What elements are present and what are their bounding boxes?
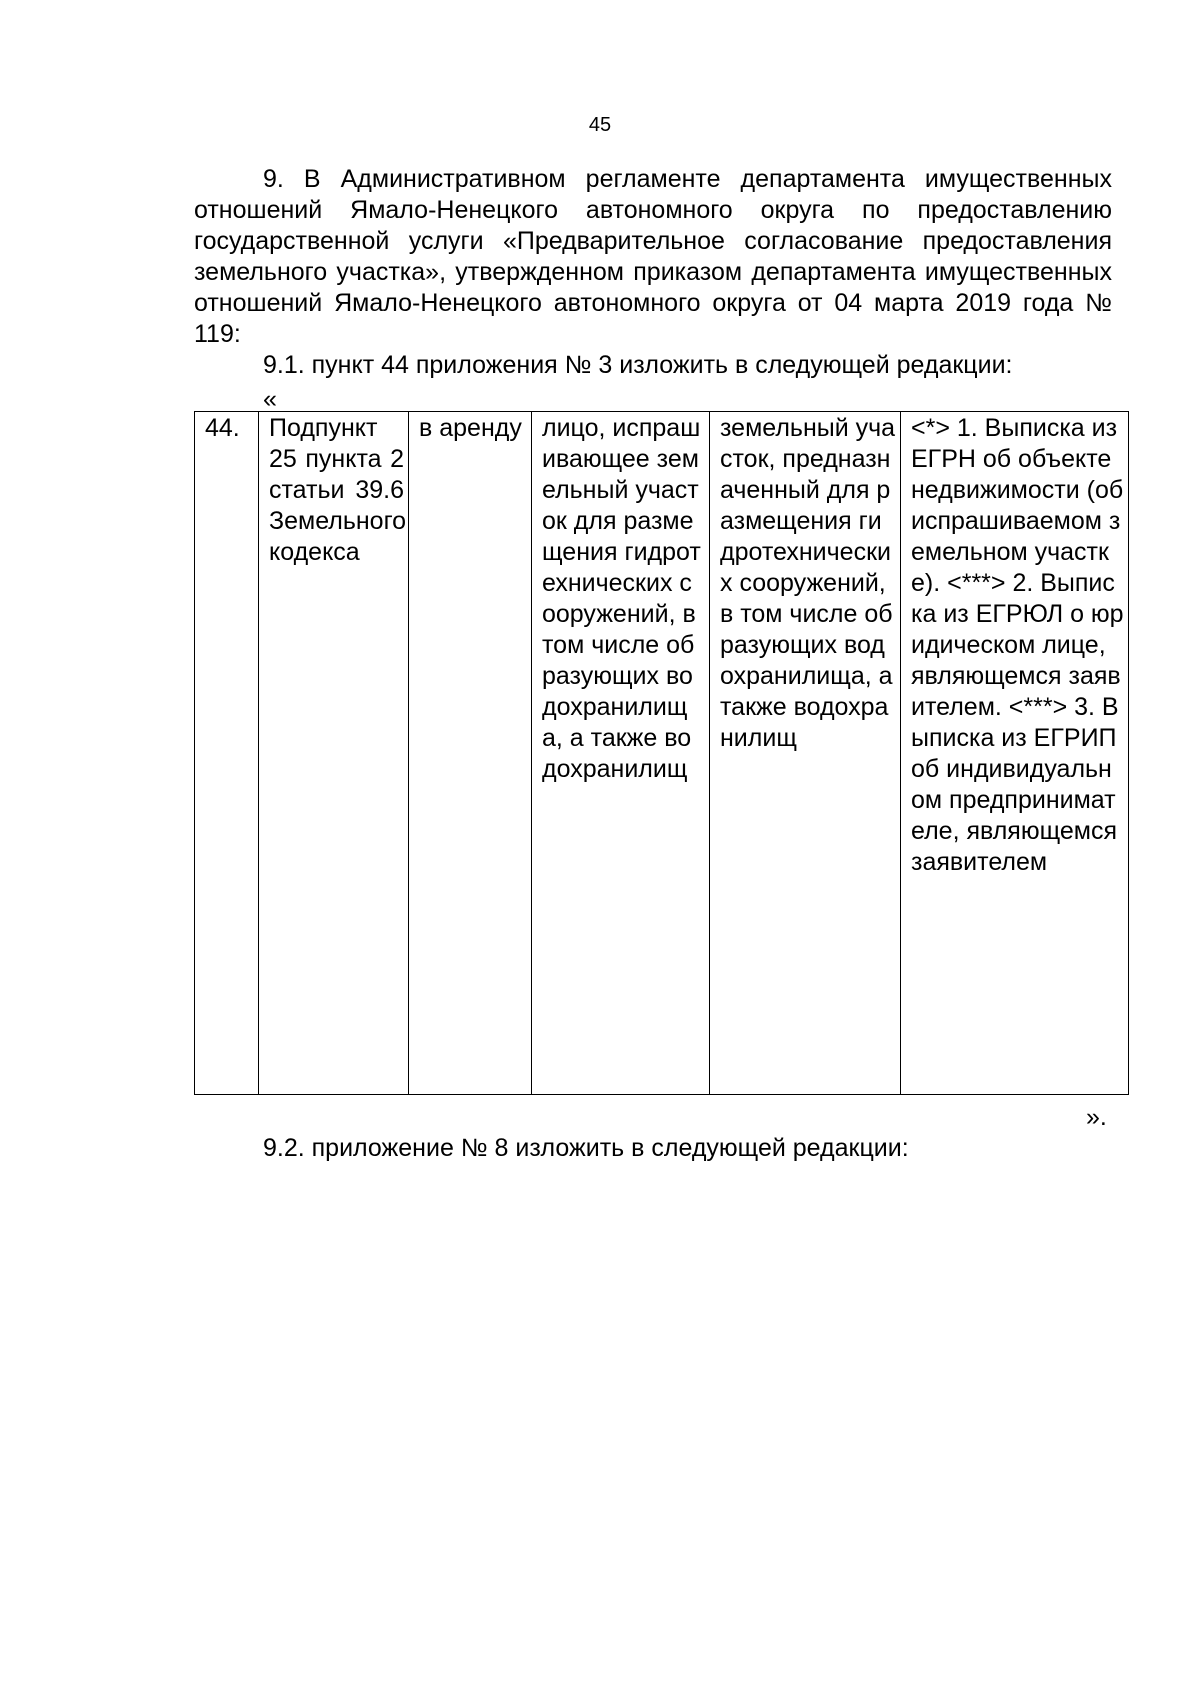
- table-row: [195, 412, 1129, 1095]
- open-quote: «: [263, 385, 277, 413]
- cell-legal-basis: Подпункт 25 пункта 2 статьи 39.6 Земельного кодекса: [259, 412, 409, 1095]
- cell-documents: <*> 1. Выписка из ЕГРН об объекте недвижимости (об испрашиваемом земельном участке). <***> 2. Выписка из ЕГРЮЛ о юридическом лице, являющемся заявителем. <***> 3. Выписка из ЕГРИП об индивидуальном предпринимателе, являющемся заявителем: [901, 412, 1129, 1095]
- regulation-table: [194, 411, 1129, 1095]
- page-number: 45: [588, 114, 612, 136]
- cell-right-type: в аренду: [409, 412, 532, 1095]
- paragraph-9-1: 9.1. пункт 44 приложения № 3 изложить в следующей редакции:: [263, 351, 1013, 379]
- cell-applicant: лицо, испрашивающее земельный участок для размещения гидротехнических сооружений, в том числе образующих водохранилища, а также водохранилищ: [532, 412, 710, 1095]
- paragraph-9-2: 9.2. приложение № 8 изложить в следующей редакции:: [263, 1134, 909, 1162]
- paragraph-9: 9. В Административном регламенте департамента имущественных отношений Ямало-Ненецкого автономного округа по предоставлению государственной услуги «Предварительное согласование предоставления земельного участка», утвержденном приказом департамента имущественных отношений Ямало-Ненецкого автономного округа от 04 марта 2019 года № 119:: [194, 165, 1112, 348]
- cell-item-number: 44.: [195, 412, 259, 1095]
- cell-land-plot: земельный участок, предназначенный для размещения гидротехнических сооружений, в том числе образующих водохранилища, а также водохранилищ: [710, 412, 901, 1095]
- close-quote: ».: [1086, 1103, 1107, 1131]
